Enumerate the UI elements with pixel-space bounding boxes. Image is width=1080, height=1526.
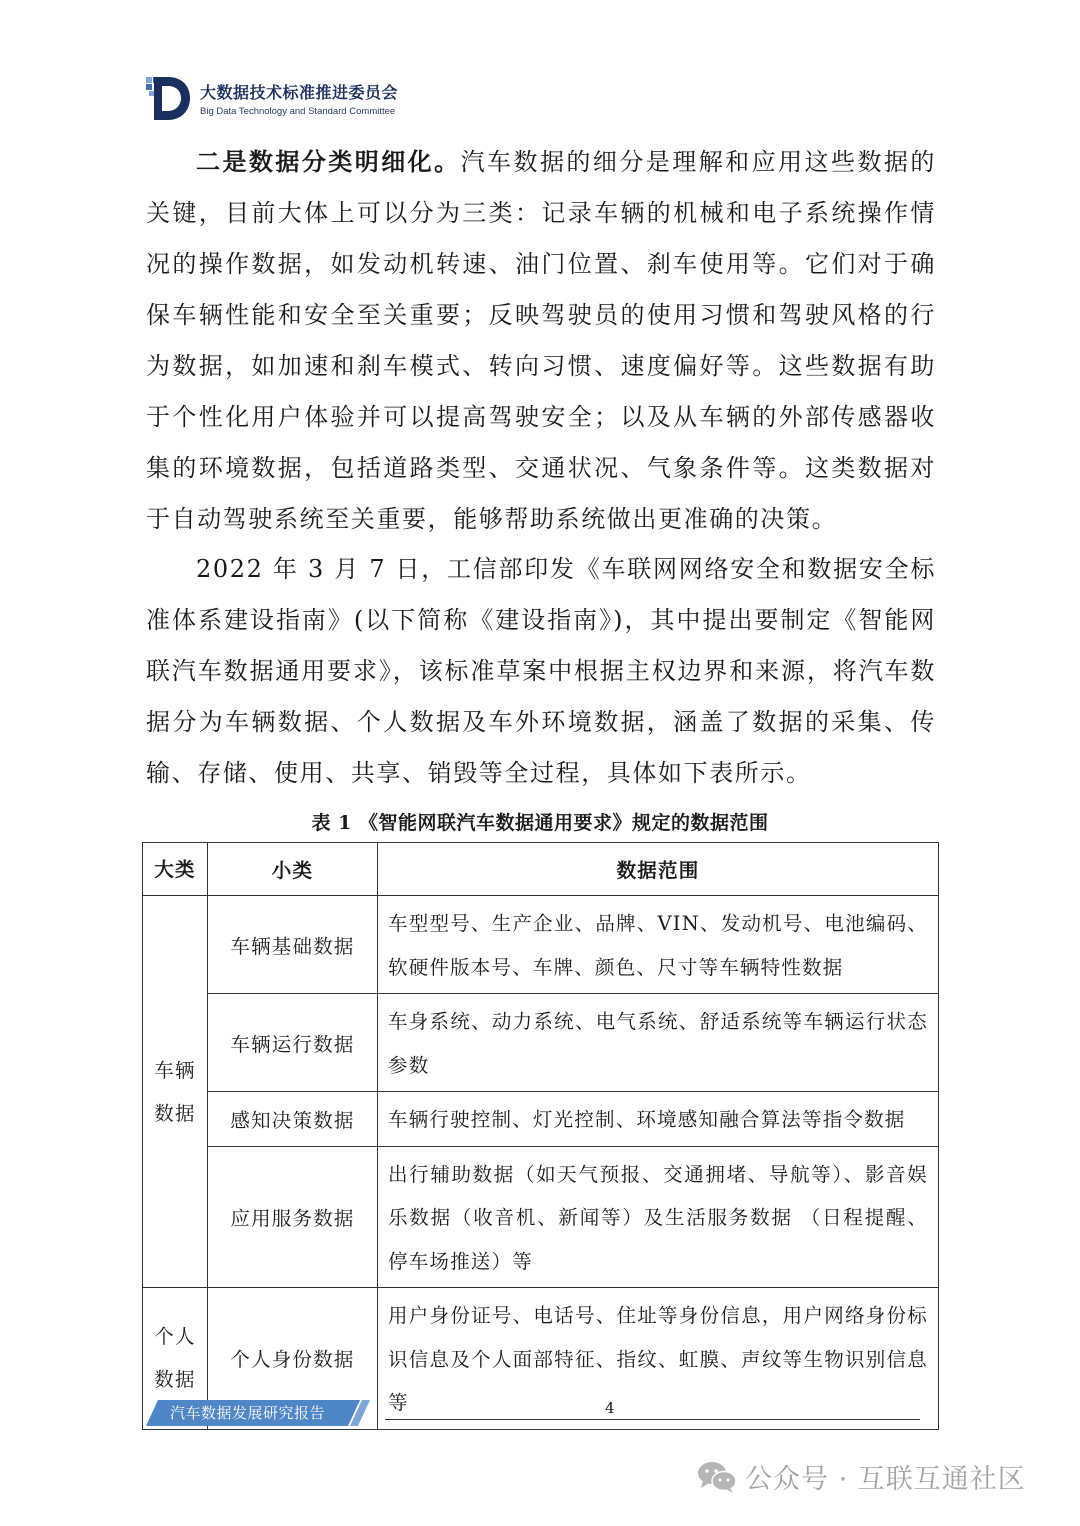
category-cell: 车辆数据: [143, 896, 208, 1288]
paragraph-data-classification: [146, 136, 936, 545]
subcategory-cell: 车辆基础数据: [208, 896, 378, 994]
watermark: [697, 1457, 1026, 1496]
table-caption: 表 1 《智能网联汽车数据通用要求》规定的数据范围: [311, 812, 769, 834]
subcategory-cell: 个人身份数据: [208, 1288, 378, 1430]
category-cell: 个人数据: [143, 1288, 208, 1430]
org-name-cn: 大数据技术标准推进委员会: [200, 83, 399, 102]
header-scope: 数据范围: [378, 843, 939, 896]
subcategory-cell: 车辆运行数据: [208, 994, 378, 1092]
org-header: [200, 80, 398, 117]
footer-report-title: 汽车数据发展研究报告: [170, 1404, 326, 1422]
table-row: [143, 1146, 939, 1288]
table-row: [143, 1092, 939, 1147]
table-header-row: [143, 843, 939, 896]
watermark-text: 公众号 · 互联互通社区: [745, 1464, 1026, 1495]
scope-cell: 车身系统、动力系统、电气系统、舒适系统等车辆运行状态参数: [378, 994, 939, 1092]
paragraph-text: 汽车数据的细分是理解和应用这些数据的关键，目前大体上可以分为三类：记录车辆的机械和电子系统操作情况的操作数据，如发动机转速、油门位置、刹车使用等。它们对于确保车辆性能和安全至关重要；反映驾驶员的使用习惯和驾驶风格的行为数据，如加速和刹车模式、转向习惯、速度偏好等。这些数据有助于个性化用户体验并可以提高驾驶安全；以及从车辆的外部传感器收集的环境数据，包括道路类型、交通状况、气象条件等。这类数据对于自动驾驶系统至关重要，能够帮助系统做出更准确的决策。: [146, 148, 936, 533]
scope-cell: 用户身份证号、电话号、住址等身份信息，用户网络身份标识信息及个人面部特征、指纹、虹膜、声纹等生物识别信息等: [378, 1288, 939, 1430]
header-category: 大类: [143, 843, 208, 896]
table-row: [143, 896, 939, 994]
header-subcategory: 小类: [208, 843, 378, 896]
page-number: 4: [605, 1399, 615, 1417]
subcategory-cell: 感知决策数据: [208, 1092, 378, 1147]
data-scope-table: [142, 842, 939, 1430]
paragraph-guideline: 2022 年 3 月 7 日，工信部印发《车联网网络安全和数据安全标准体系建设指南》(以下简称《建设指南》)，其中提出要制定《智能网联汽车数据通用要求》，该标准草案中根据主权边界和来源，将汽车数据分为车辆数据、个人数据及车外环境数据，涵盖了数据的采集、传输、存储、使用、共享、销毁等全过程，具体如下表所示。: [146, 555, 936, 787]
scope-cell: 出行辅助数据（如天气预报、交通拥堵、导航等）、影音娱乐数据（收音机、新闻等）及生活服务数据 （日程提醒、停车场推送）等: [378, 1146, 939, 1288]
subcategory-cell: 应用服务数据: [208, 1146, 378, 1288]
wechat-icon: [697, 1460, 737, 1494]
org-name-en: Big Data Technology and Standard Committee: [200, 106, 396, 117]
scope-cell: 车型型号、生产企业、品牌、VIN、发动机号、电池编码、软硬件版本号、车牌、颜色、尺寸等车辆特性数据: [378, 896, 939, 994]
footer-divider: [385, 1419, 920, 1420]
paragraph-lead: 二是数据分类明细化。: [196, 147, 461, 176]
scope-cell: 车辆行驶控制、灯光控制、环境感知融合算法等指令数据: [378, 1092, 939, 1147]
org-logo-icon: [146, 74, 192, 122]
table-row: [143, 994, 939, 1092]
